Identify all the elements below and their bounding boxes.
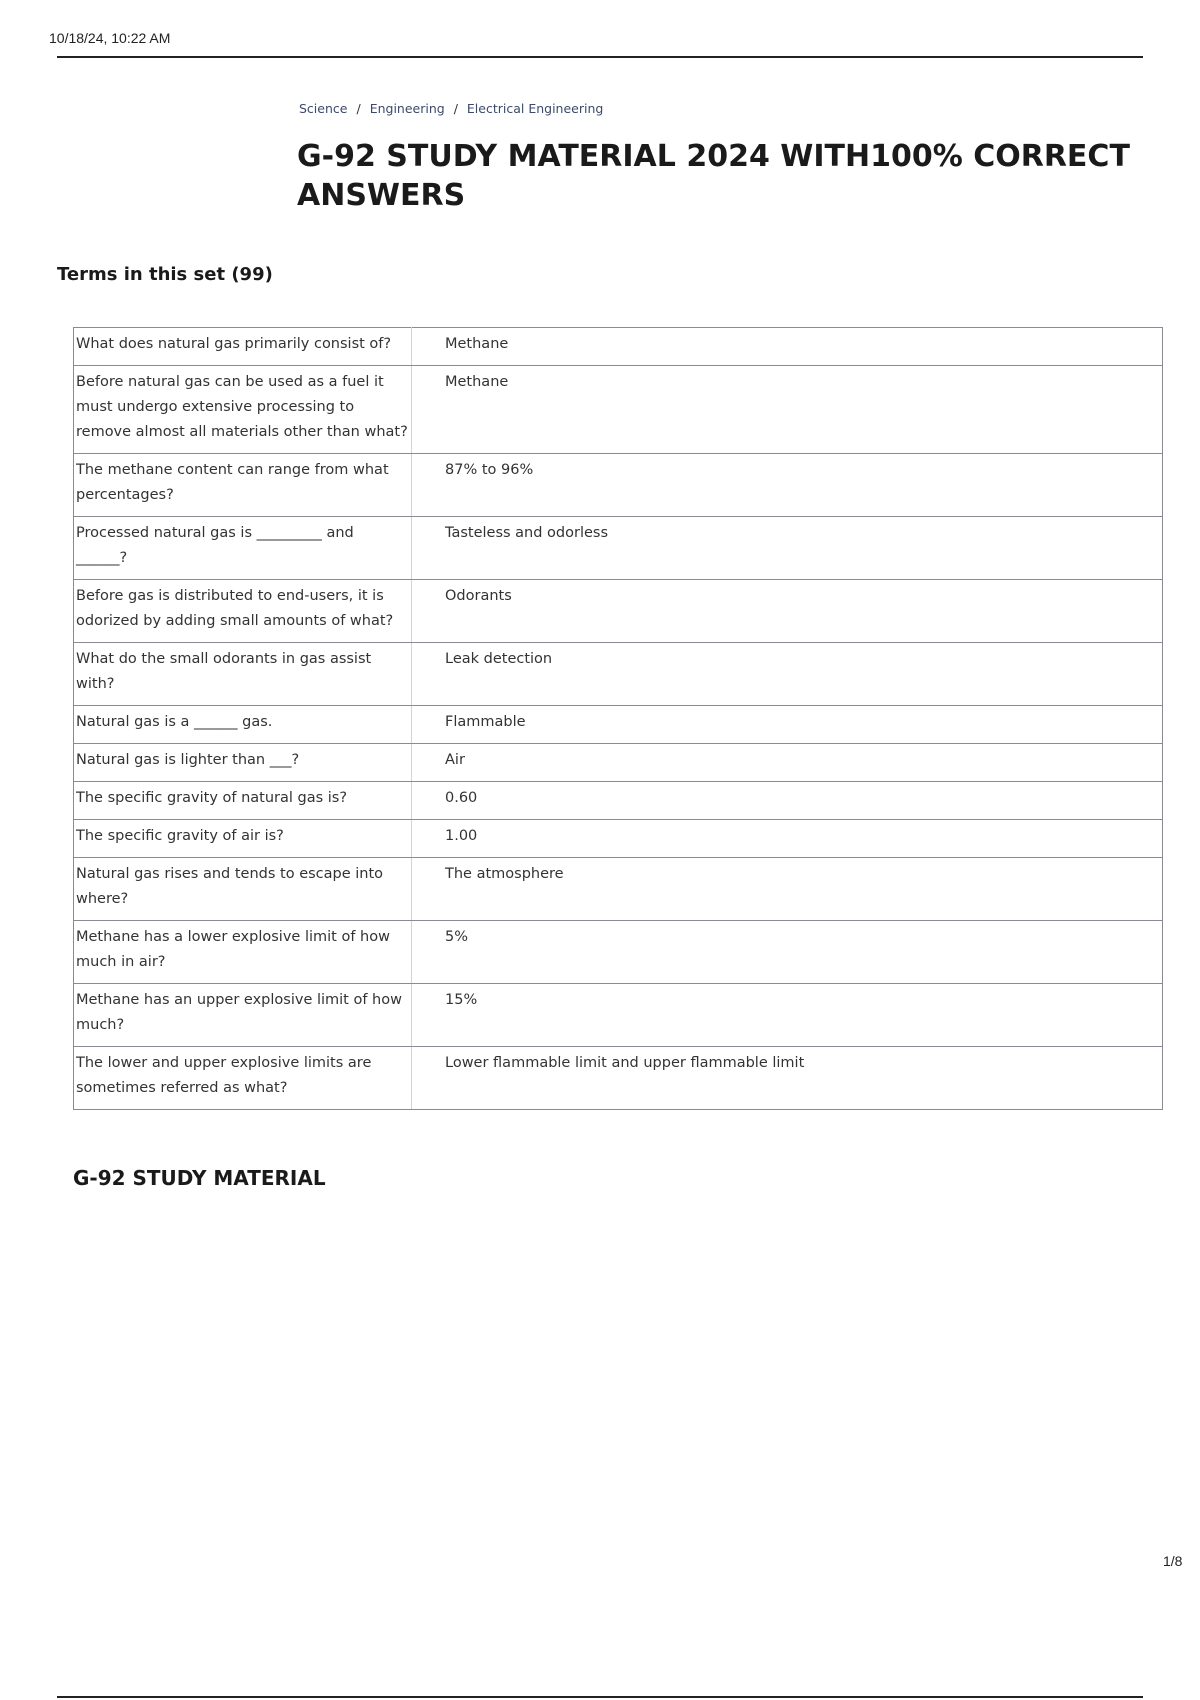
definition-cell: 87% to 96% — [412, 454, 1163, 517]
terms-table-body — [74, 328, 1163, 1110]
table-row — [74, 921, 1163, 984]
breadcrumb-separator: / — [356, 101, 361, 116]
definition-cell: Lower flammable limit and upper flammable limit — [412, 1047, 1163, 1110]
table-row — [74, 782, 1163, 820]
terms-count-heading: Terms in this set (99) — [57, 264, 273, 285]
breadcrumb-item-engineering[interactable]: Engineering — [369, 101, 445, 116]
breadcrumb-separator: / — [453, 101, 458, 116]
definition-cell: Odorants — [412, 580, 1163, 643]
top-divider — [57, 56, 1143, 58]
definition-cell: 5% — [412, 921, 1163, 984]
term-cell: The methane content can range from what percentages? — [74, 454, 412, 517]
table-row — [74, 706, 1163, 744]
table-row — [74, 366, 1163, 454]
terms-table — [73, 327, 1163, 1110]
definition-cell: Leak detection — [412, 643, 1163, 706]
table-row — [74, 580, 1163, 643]
term-cell: Natural gas is a ______ gas. — [74, 706, 412, 744]
bottom-divider — [57, 1696, 1143, 1698]
table-row — [74, 984, 1163, 1047]
definition-cell: 15% — [412, 984, 1163, 1047]
term-cell: The lower and upper explosive limits are sometimes referred as what? — [74, 1047, 412, 1110]
breadcrumb-item-electrical-engineering[interactable]: Electrical Engineering — [466, 101, 604, 116]
definition-cell: Air — [412, 744, 1163, 782]
term-cell: Natural gas rises and tends to escape into where? — [74, 858, 412, 921]
table-row — [74, 820, 1163, 858]
breadcrumb — [299, 101, 603, 116]
term-cell: Before gas is distributed to end-users, it is odorized by adding small amounts of what? — [74, 580, 412, 643]
definition-cell: 0.60 — [412, 782, 1163, 820]
definition-cell: Tasteless and odorless — [412, 517, 1163, 580]
definition-cell: 1.00 — [412, 820, 1163, 858]
term-cell: Methane has an upper explosive limit of how much? — [74, 984, 412, 1047]
definition-cell: Methane — [412, 328, 1163, 366]
table-row — [74, 643, 1163, 706]
table-row — [74, 744, 1163, 782]
page-title: G-92 STUDY MATERIAL 2024 WITH100% CORRECT ANSWERS — [297, 139, 1130, 213]
table-row — [74, 858, 1163, 921]
terms-table-container — [73, 327, 1163, 1153]
term-cell: Processed natural gas is _________ and ______? — [74, 517, 412, 580]
term-cell: The specific gravity of air is? — [74, 820, 412, 858]
definition-cell: Methane — [412, 366, 1163, 454]
term-cell: What do the small odorants in gas assist with? — [74, 643, 412, 706]
definition-cell: The atmosphere — [412, 858, 1163, 921]
page-number: 1/8 — [1163, 1553, 1183, 1569]
table-row — [74, 1047, 1163, 1110]
table-row — [74, 517, 1163, 580]
term-cell: Methane has a lower explosive limit of how much in air? — [74, 921, 412, 984]
definition-cell: Flammable — [412, 706, 1163, 744]
term-cell: Before natural gas can be used as a fuel it must undergo extensive processing to remove almost all materials other than what? — [74, 366, 412, 454]
breadcrumb-item-science[interactable]: Science — [299, 101, 348, 116]
footer-title: G-92 STUDY MATERIAL — [73, 1166, 326, 1190]
term-cell: What does natural gas primarily consist of? — [74, 328, 412, 366]
table-row — [74, 328, 1163, 366]
table-row — [74, 454, 1163, 517]
term-cell: The specific gravity of natural gas is? — [74, 782, 412, 820]
term-cell: Natural gas is lighter than ___? — [74, 744, 412, 782]
print-datetime: 10/18/24, 10:22 AM — [49, 30, 171, 46]
